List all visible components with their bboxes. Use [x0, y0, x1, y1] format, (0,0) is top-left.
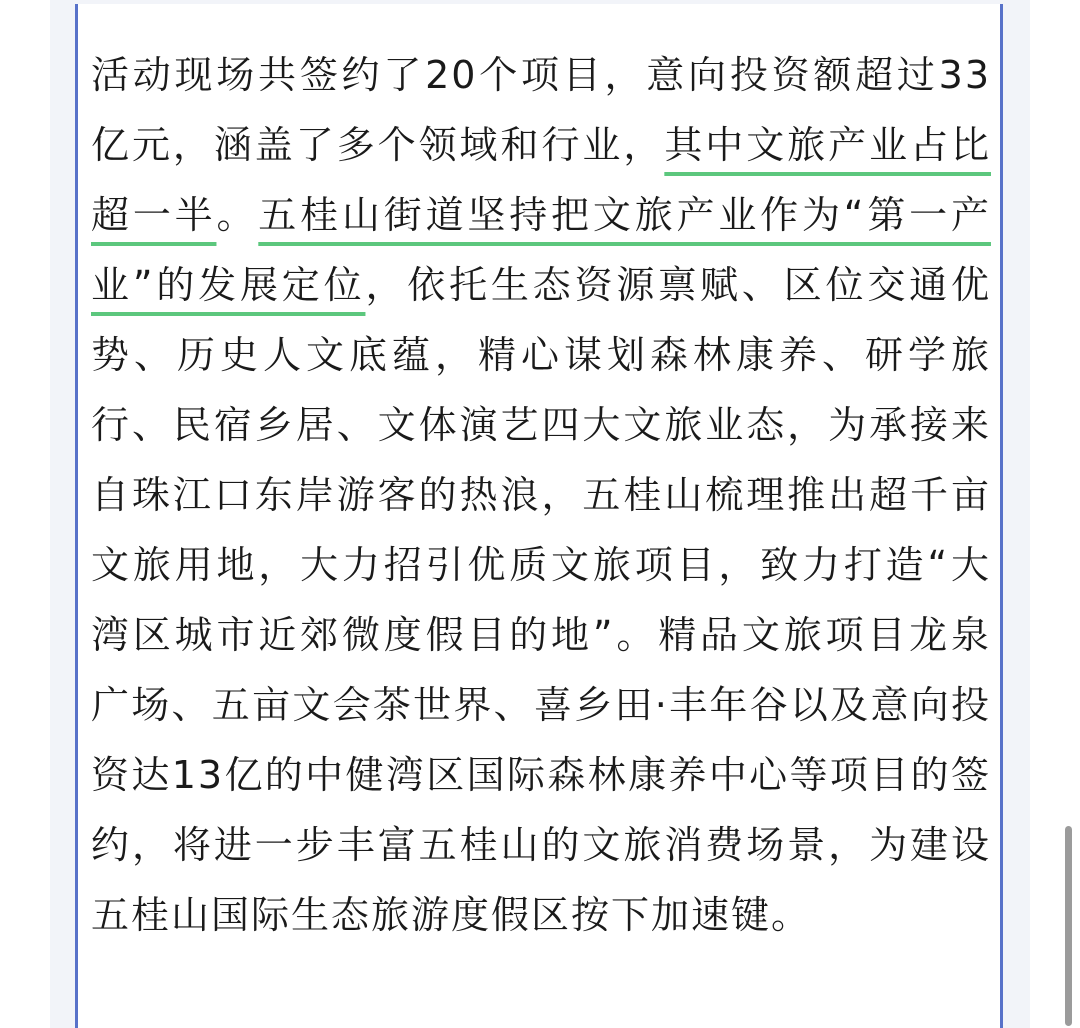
- highlighted-phrase: 其中文旅产业占比超一半: [91, 123, 991, 237]
- left-gutter: [0, 0, 50, 1028]
- article-paragraph: [91, 40, 991, 950]
- paragraph-segment: ，依托生态资源禀赋、区位交通优势、历史人文底蕴，精心谋划森林康养、研学旅行、民宿乡居、文体演艺四大文旅业态，为承接来自珠江口东岸游客的热浪，五桂山梳理推出超千亩文旅用地，大力招引优质文旅项目，致力打造“大湾区城市近郊微度假目的地”。精品文旅项目龙泉广场、五亩文会茶世界、喜乡田·丰年谷以及意向投资达13亿的中健湾区国际森林康养中心等项目的签约，将进一步丰富五桂山的文旅消费场景，为建设五桂山国际生态旅游度假区按下加速键。: [91, 263, 991, 937]
- paragraph-segment: 。: [216, 193, 259, 237]
- highlighted-phrase: 五桂山街道坚持把文旅产业作为“第一产业”的发展定位: [91, 193, 991, 307]
- article-card: [75, 4, 1003, 1028]
- paragraph-segment: 活动现场共签约了20个项目，意向投资额超过33亿元，涵盖了多个领域和行业，: [91, 53, 991, 167]
- scrollbar-thumb[interactable]: [1065, 826, 1072, 1026]
